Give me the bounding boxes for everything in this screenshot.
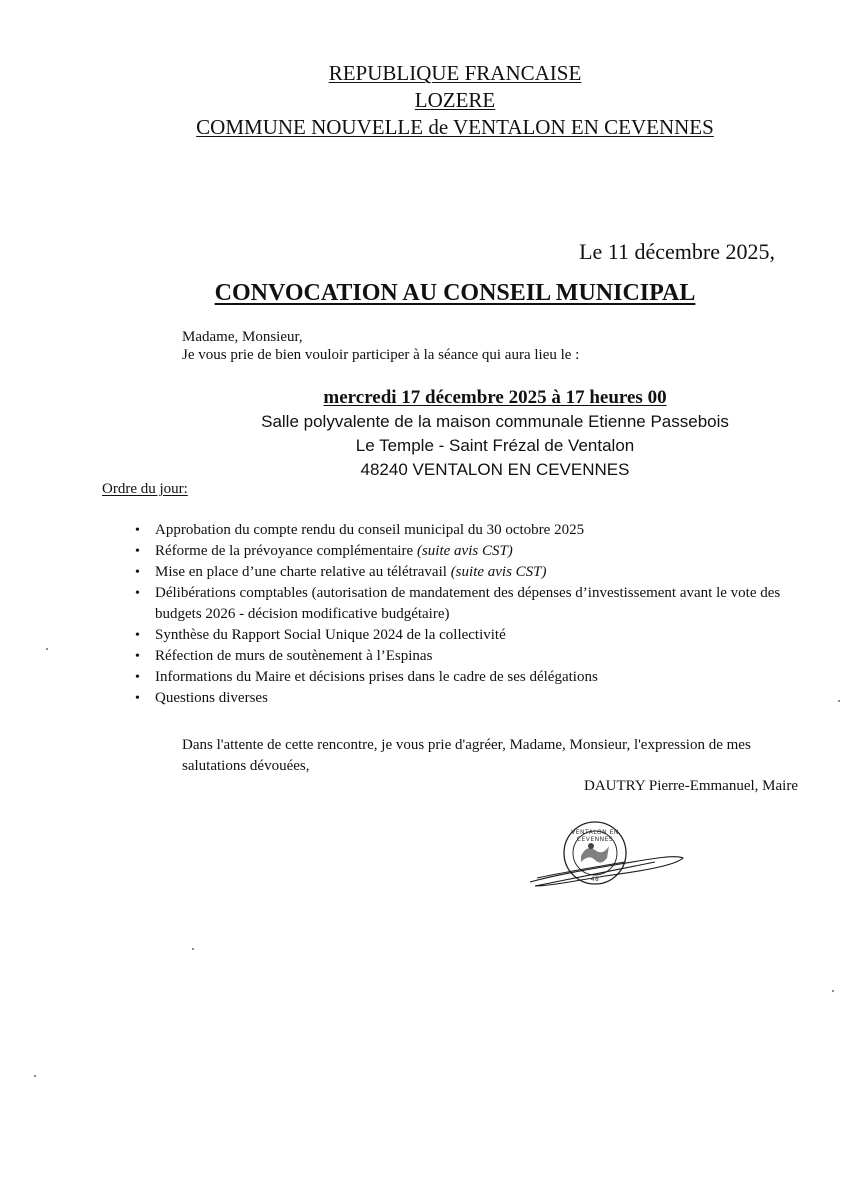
bullet-icon: • (135, 691, 140, 706)
scan-speck (34, 1075, 36, 1077)
seal-emblem-dot (588, 843, 594, 849)
agenda-item-text: Réfection de murs de soutènement à l’Espinas (155, 648, 433, 664)
agenda-item-text: Questions diverses (155, 690, 268, 706)
agenda-item-text: Réforme de la prévoyance complémentaire (155, 543, 417, 559)
agenda-label: Ordre du jour: (102, 481, 188, 497)
agenda-item-note: (suite avis CST) (416, 543, 513, 559)
agenda-item-text: Approbation du compte rendu du conseil municipal du 30 octobre 2025 (155, 522, 585, 538)
bullet-icon: • (135, 628, 140, 643)
meeting-details (0, 386, 850, 482)
meeting-place: Salle polyvalente de la maison communale Etienne Passebois (261, 412, 729, 431)
agenda-item (135, 646, 815, 667)
meeting-locality: Le Temple - Saint Frézal de Ventalon (355, 436, 635, 455)
bullet-icon: • (135, 544, 140, 559)
meeting-city: 48240 VENTALON EN CEVENNES (360, 460, 630, 479)
bullet-icon: • (135, 565, 140, 580)
scan-speck (832, 990, 834, 992)
salutation (182, 328, 579, 364)
salutation-invitation: Je vous prie de bien vouloir participer à la séance qui aura lieu le : (182, 347, 580, 363)
agenda-item (135, 667, 815, 688)
bullet-icon: • (135, 649, 140, 664)
letterhead-republic: REPUBLIQUE FRANCAISE (328, 61, 582, 85)
agenda-item-text: Mise en place d’une charte relative au télétravail (155, 564, 451, 580)
document-title: CONVOCATION AU CONSEIL MUNICIPAL (214, 280, 696, 306)
signature-block (525, 820, 690, 895)
seal-caption: VENTALON EN CEVENNES (571, 829, 619, 843)
bullet-icon: • (135, 523, 140, 538)
signatory-name: DAUTRY Pierre-Emmanuel, Maire (584, 778, 798, 794)
letterhead (0, 60, 850, 141)
letter-date: Le 11 décembre 2025, (579, 239, 775, 264)
bullet-icon: • (135, 670, 140, 685)
scan-speck (46, 648, 48, 650)
agenda-item-text: Délibérations comptables (autorisation de mandatement des dépenses d’investissement avant le vote des budgets 2026 - décision modificative budgétaire) (155, 585, 781, 622)
agenda-item (135, 562, 815, 583)
agenda-item-text: Synthèse du Rapport Social Unique 2024 de la collectivité (155, 627, 506, 643)
closing-formula: Dans l'attente de cette rencontre, je vous prie d'agréer, Madame, Monsieur, l'expression de mes salutations dévouées, (182, 737, 751, 774)
meeting-datetime: mercredi 17 décembre 2025 à 17 heures 00 (323, 387, 667, 408)
bullet-icon: • (135, 586, 140, 601)
agenda-item-note: (suite avis CST) (450, 564, 547, 580)
seal-department-number: 48 (590, 876, 600, 883)
letterhead-department: LOZERE (414, 88, 496, 112)
agenda-list (135, 520, 815, 709)
salutation-greeting: Madame, Monsieur, (182, 329, 303, 345)
agenda-item-text: Informations du Maire et décisions prises dans le cadre de ses délégations (155, 669, 598, 685)
letterhead-commune: COMMUNE NOUVELLE de VENTALON EN CEVENNES (196, 115, 714, 139)
seal-emblem (581, 846, 609, 863)
agenda-item (135, 625, 815, 646)
agenda-item (135, 520, 815, 541)
agenda-item (135, 541, 815, 562)
scan-speck (838, 700, 840, 702)
agenda-item (135, 583, 815, 625)
agenda-item (135, 688, 815, 709)
scan-speck (192, 948, 194, 950)
